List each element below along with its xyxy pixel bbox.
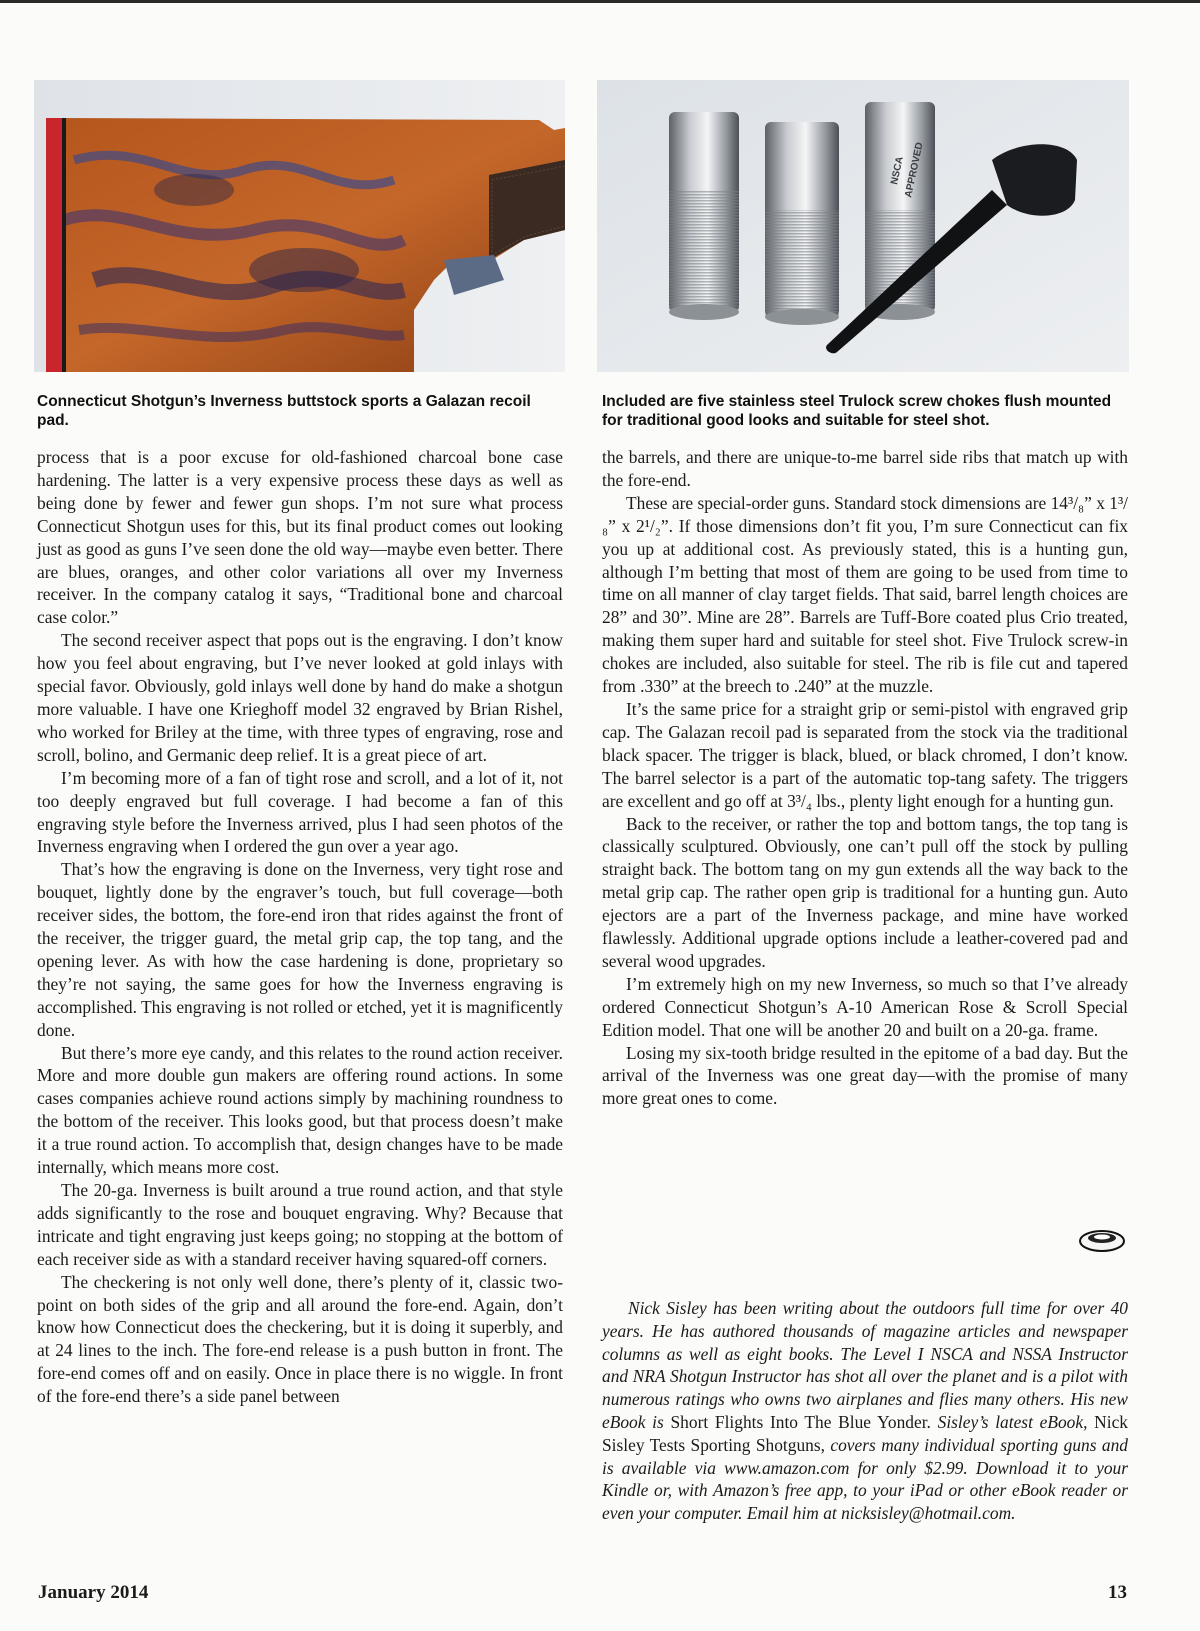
paragraph: The second receiver aspect that pops out is the engraving. I don’t know how you feel about engraving, but I’ve never looked at gold inlays with special favor. Obviously, gold inlays well done by hand do make a shotgun more valuable. I have one Krieghoff model 32 engraved by Brian Rishel, who worked for Briley at the time, with three types of engraving, rose and scroll, bolino, and Germanic deep relief. It is a great piece of art. (37, 630, 563, 765)
paragraph: Losing my six-tooth bridge resulted in the epitome of a bad day. But the arrival of the Inverness was one great day—with the promise of many more great ones to come. (602, 1042, 1128, 1109)
article-column-right (602, 446, 1128, 1110)
caption-buttstock: Connecticut Shotgun’s Inverness buttstock sports a Galazan recoil pad. (37, 393, 531, 429)
top-rule (0, 0, 1200, 3)
svg-text:NSCA: NSCA (889, 155, 906, 186)
caption-chokes: Included are five stainless steel Trulock screw chokes flush mounted for traditional good looks and suitable for steel shot. (602, 393, 1112, 429)
author-bio (602, 1297, 1128, 1525)
bio-text: covers many individual sporting guns and is available via www.amazon.com for only $2.99. Download it to your Kindle or, with Amazon’s free app, to your iPad or other eBook reader or even your computer. Email him at nicksisley@hotmail.com. (602, 1434, 1128, 1524)
page-number: 13 (1108, 1582, 1127, 1603)
paragraph: process that is a poor excuse for old-fashioned charcoal bone case hardening. The latter is a very expensive process these days as well as being done by fewer and fewer gun shops. I’m not sure what process Connecticut Shotgun uses for this, but its final product comes out looking just as good as guns I’ve seen done the old way—maybe even better. There are blues, oranges, and other color variations all over my Inverness receiver. In the company catalog it says, “Traditional bone and charcoal case color.” (37, 447, 563, 628)
svg-text:APPROVED: APPROVED (903, 141, 926, 199)
paragraph: Back to the receiver, or rather the top and bottom tangs, the top tang is classically sculptured. Obviously, one can’t pull off the stock by pulling straight back. The bottom tang on my gun extends all the way back to the metal grip cap. The rather open grip is traditional for a hunting gun. Auto ejectors are a part of the Inverness package, and mine have worked flawlessly. Additional upgrade options include a leather-covered pad and several wood upgrades. (602, 813, 1128, 971)
buttstock-photo (34, 80, 565, 372)
paragraph: I’m extremely high on my new Inverness, so much so that I’ve already ordered Connecticut Shotgun’s A-10 American Rose & Scroll Special Edition model. That one will be another 20 and built on a 20-ga. frame. (602, 973, 1128, 1040)
paragraph: That’s how the engraving is done on the Inverness, very tight rose and bouquet, lightly done by the engraver’s touch, but full coverage—both receiver sides, the bottom, the fore-end iron that rides against the front of the receiver, the trigger guard, the metal grip cap, the top tang, and the opening lever. As with how the case hardening is done, proprietary so they’re not saying, the same goes for how the Inverness engraving is accomplished. This engraving is not rolled or etched, yet it is magnificently done. (37, 859, 563, 1040)
bio-book-title: Nick Sisley Tests Sporting Shotguns, (602, 1411, 1128, 1455)
bio-text: Sisley’s latest eBook, (937, 1411, 1088, 1432)
paragraph: the barrels, and there are unique-to-me barrel side ribs that match up with the fore-end. (602, 447, 1128, 490)
bio-book-title: Short Flights Into The Blue Yonder. (670, 1411, 931, 1432)
clay-target-icon (1078, 1226, 1126, 1254)
paragraph: I’m becoming more of a fan of tight rose and scroll, and a lot of it, not too deeply engraved but full coverage. I had become a fan of this engraving style before the Inverness arrived, plus I had seen photos of the Inverness engraving when I ordered the gun over a year ago. (37, 767, 563, 857)
paragraph: But there’s more eye candy, and this relates to the round action receiver. More and more double gun makers are offering round actions. In some cases companies achieve round actions simply by machining roundness to the bottom of the receiver. This looks good, but that process doesn’t make it a true round action. To accomplish that, design changes have to be made internally, which means more cost. (37, 1042, 563, 1178)
footer-date: January 2014 (38, 1582, 149, 1603)
article-column-left (37, 446, 563, 1408)
bio-text: Nick Sisley has been writing about the outdoors full time for over 40 years. He has authored thousands of magazine articles and newspaper columns as well as eight books. The Level I NSCA and NSSA Instructor and NRA Shotgun Instructor has shot all over the planet and is a pilot with numerous ratings who owns two airplanes and flies many others. His new eBook is (602, 1298, 1128, 1432)
paragraph: The checkering is not only well done, there’s plenty of it, classic two-point on both sides of the grip and all around the fore-end. Again, don’t know how Connecticut does the checkering, but it is doing it superbly, and at 24 lines to the inch. The fore-end release is a push button in front. The fore-end comes off and on easily. Once in place there is no wiggle. In front of the fore-end there’s a side panel between (37, 1271, 563, 1407)
paragraph: It’s the same price for a straight grip or semi-pistol with engraved grip cap. The Galazan recoil pad is separated from the stock via the traditional black spacer. The trigger is black, blued, or black chromed, I don’t know. The barrel selector is a part of the automatic top-tang safety. The triggers are excellent and go off at 3³/₄ lbs., plenty light enough for a hunting gun. (602, 698, 1128, 811)
paragraph: The 20-ga. Inverness is built around a true round action, and that style adds significantly to the rose and bouquet engraving. Why? Because that intricate and tight engraving just keeps going; no stopping at the bottom of each receiver side as with a standard receiver having squared-off corners. (37, 1180, 563, 1269)
paragraph: These are special-order guns. Standard stock dimensions are 14³/₈” x 1³/₈” x 2¹/₂”. If those dimensions don’t fit you, I’m sure Connecticut can fix you up at additional cost. As previously stated, this is a hunting gun, although I’m betting that most of them are going to be used from time to time on all manner of clay target fields. That said, barrel length choices are 28” and 30”. Mine are 28”. Barrels are Tuff-Bore coated plus Crio treated, making them super hard and suitable for steel shot. Five Trulock screw-in chokes are included, also suitable for steel. The rib is file cut and tapered from .330” at the breech to .240” at the muzzle. (602, 492, 1128, 697)
chokes-photo (597, 80, 1129, 372)
